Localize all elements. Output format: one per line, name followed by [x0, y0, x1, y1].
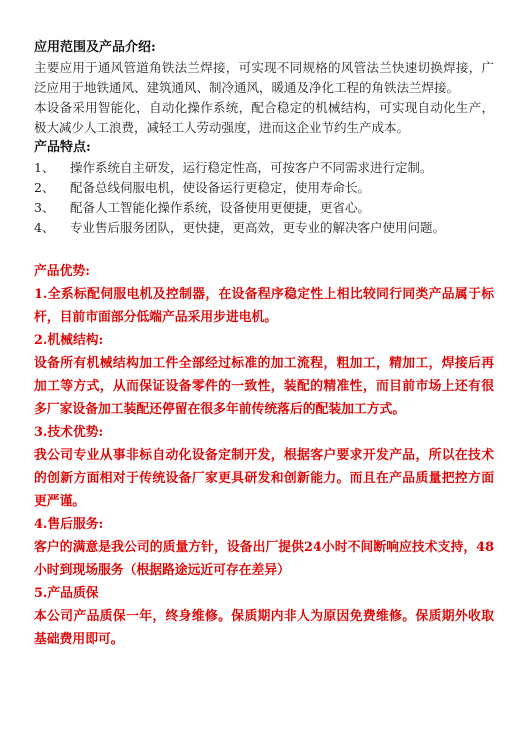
advantage-3-title: 3.技术优势:	[34, 425, 104, 440]
feature-number: 1、	[34, 160, 55, 175]
intro-heading: 应用范围及产品介绍:	[34, 40, 156, 55]
section-spacer	[34, 238, 494, 260]
advantage-2-title: 2.机械结构:	[34, 333, 104, 348]
advantages-heading: 产品优势:	[34, 264, 90, 279]
feature-number: 2、	[34, 180, 55, 195]
advantage-4-body: 客户的满意是我公司的质量方针，设备出厂提供24小时不间断响应技术支持，48小时到现场服务（根据路途远近可存在差异）	[34, 540, 494, 578]
advantage-1-title: 1.全系标配伺服电机及控制器，在设备程序稳定性上相比较同行同类产品属于标杆，目前市面部分低端产品采用步进电机。	[34, 287, 494, 325]
advantage-2-body: 设备所有机械结构加工件全部经过标准的加工流程，粗加工，精加工，焊接后再加工等方式，从而保证设备零件的一致性，装配的精准性，而目前市场上还有很多厂家设备加工装配还停留在很多年前传统落后的配装加工方式。	[34, 356, 494, 417]
feature-number: 3、	[34, 200, 55, 215]
document-page	[34, 38, 494, 651]
feature-text: 配备总线伺服电机，使设备运行更稳定，使用寿命长。	[70, 180, 371, 195]
intro-paragraph-1: 主要应用于通风管道角铁法兰焊接，可实现不同规格的风管法兰快速切换焊接，广泛应用于地铁通风、建筑通风、制冷通风，暖通及净化工程的角铁法兰焊接。	[34, 60, 494, 95]
features-heading: 产品特点:	[34, 140, 91, 155]
feature-item	[34, 218, 494, 238]
feature-text: 配备人工智能化操作系统，设备使用更便捷，更省心。	[70, 200, 371, 215]
advantage-4-title: 4.售后服务:	[34, 517, 104, 532]
feature-item	[34, 198, 494, 218]
feature-text: 专业售后服务团队，更快捷，更高效，更专业的解决客户使用问题。	[70, 220, 446, 235]
advantage-5-title: 5.产品质保	[34, 586, 99, 601]
feature-item	[34, 178, 494, 198]
advantage-3-body: 我公司专业从事非标自动化设备定制开发，根据客户要求开发产品，所以在技术的创新方面相对于传统设备厂家更具研发和创新能力。而且在产品质量把控方面更严谨。	[34, 448, 494, 509]
intro-paragraph-2: 本设备采用智能化，自动化操作系统，配合稳定的机械结构，可实现自动化生产，极大减少人工浪费，减轻工人劳动强度，进而这企业节约生产成本。	[34, 100, 494, 135]
feature-number: 4、	[34, 220, 55, 235]
advantage-5-body: 本公司产品质保一年，终身维修。保质期内非人为原因免费维修。保质期外收取基础费用即可。	[34, 609, 494, 647]
feature-item	[34, 158, 494, 178]
feature-text: 操作系统自主研发，运行稳定性高，可按客户不同需求进行定制。	[70, 160, 433, 175]
